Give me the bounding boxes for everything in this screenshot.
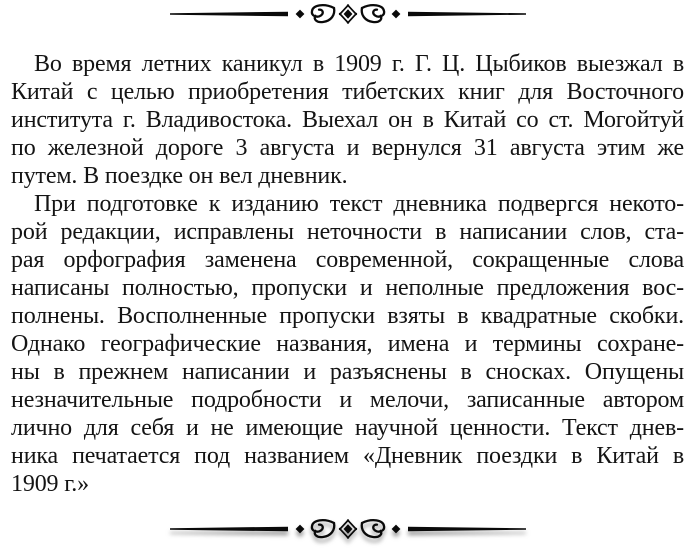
- text-block: [11, 50, 684, 498]
- text-line: ны в прежнем написании и разъяснены в сносках. Опущены: [11, 359, 684, 385]
- text-line: Однако географические названия, имена и термины сохране-: [11, 331, 684, 357]
- paragraph: [11, 190, 684, 498]
- text-line: При подготовке к изданию текст дневника подвергся некото-: [34, 191, 684, 217]
- text-line: института г. Владивостока. Выехал он в Китай со ст. Могойтуй: [11, 107, 684, 133]
- text-line: 1909 г.»: [11, 471, 89, 497]
- text-line: лично для себя и не имеющие научной ценности. Текст днев-: [11, 415, 684, 441]
- text-line: путем. В поездке он вел дневник.: [11, 163, 348, 189]
- paragraph: [11, 50, 684, 190]
- text-line: рая орфография заменена современной, сокращенные слова: [11, 247, 684, 273]
- text-line: Во время летних каникул в 1909 г. Г. Ц. Цыбиков выезжал в: [34, 51, 684, 77]
- text-line: по железной дороге 3 августа и вернулся 31 августа этим же: [11, 135, 684, 161]
- text-line: Китай с целью приобретения тибетских книг для Восточного: [11, 79, 684, 105]
- text-line: незначительные подробности и мелочи, записанные автором: [11, 387, 684, 413]
- text-line: ника печатается под названием «Дневник поездки в Китай в: [11, 443, 684, 469]
- bottom-scroll-divider-icon: [170, 518, 526, 542]
- text-line: рой редакции, исправлены неточности в написании слов, ста-: [11, 219, 684, 245]
- text-line: полнены. Восполненные пропуски взяты в квадратные скобки.: [11, 303, 684, 329]
- top-scroll-divider-icon: [170, 3, 526, 27]
- text-line: написаны полностью, пропуски и неполные предложения вос-: [11, 275, 684, 301]
